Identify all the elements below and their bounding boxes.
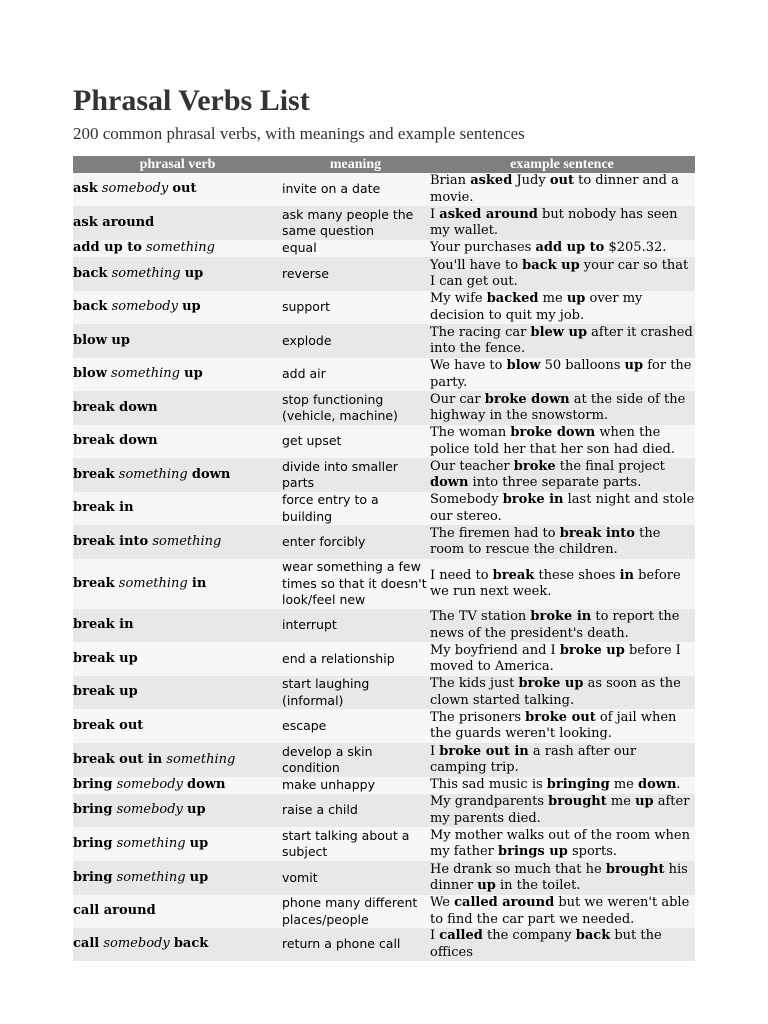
table-row bbox=[73, 777, 695, 794]
italic-text: something bbox=[111, 366, 180, 382]
table-header bbox=[73, 156, 695, 173]
bold-text: called around bbox=[454, 895, 555, 910]
meaning-cell: wear something a few times so that it doesn't look/feel new bbox=[282, 559, 429, 609]
example-sentence-cell bbox=[429, 861, 695, 895]
italic-text: somebody bbox=[103, 936, 170, 952]
italic-text: somebody bbox=[116, 777, 183, 793]
page-subtitle: 200 common phrasal verbs, with meanings and example sentences bbox=[73, 124, 525, 143]
bold-text: ask bbox=[73, 181, 98, 197]
bold-text: blow bbox=[506, 358, 541, 373]
phrasal-verb-cell bbox=[73, 642, 282, 676]
phrasal-verb-cell bbox=[73, 525, 282, 559]
phrasal-verb-cell bbox=[73, 709, 282, 743]
text-segment: You'll have to bbox=[430, 257, 523, 273]
phrasal-verb-cell bbox=[73, 861, 282, 895]
text-segment: My grandparents bbox=[430, 794, 549, 809]
example-sentence-cell bbox=[429, 709, 695, 743]
meaning-cell: end a relationship bbox=[282, 642, 429, 676]
bold-text: broke down bbox=[510, 425, 596, 440]
phrasal-verb-cell bbox=[73, 827, 282, 861]
bold-text: break out bbox=[73, 717, 144, 733]
bold-text: backed bbox=[486, 291, 539, 306]
bold-text: up bbox=[184, 366, 203, 382]
bold-text: up bbox=[189, 835, 209, 851]
meaning-cell: equal bbox=[282, 240, 429, 257]
italic-text: something bbox=[166, 751, 236, 767]
meaning-cell: start talking about a subject bbox=[282, 827, 429, 861]
bold-text: break in bbox=[73, 617, 134, 633]
phrasal-verb-cell bbox=[73, 173, 282, 206]
table-row bbox=[73, 609, 695, 642]
meaning-cell: force entry to a building bbox=[282, 492, 429, 525]
phrasal-verb-cell bbox=[73, 676, 282, 709]
phrasal-verb-cell bbox=[73, 895, 282, 928]
text-segment: This sad music is bbox=[430, 777, 547, 793]
table-header-row bbox=[73, 156, 695, 173]
bold-text: ask around bbox=[73, 214, 155, 230]
bold-text: out bbox=[172, 181, 197, 197]
bold-text: brought bbox=[605, 861, 665, 877]
bold-text: brings up bbox=[498, 844, 568, 859]
table-body bbox=[73, 173, 695, 961]
text-segment: at the side of the highway in the snowstorm. bbox=[430, 391, 686, 423]
phrasal-verb-cell bbox=[73, 425, 282, 458]
meaning-cell: divide into smaller parts bbox=[282, 458, 429, 492]
bold-text: up bbox=[182, 299, 201, 315]
phrasal-verb-cell bbox=[73, 358, 282, 391]
text-segment: My boyfriend and I bbox=[430, 642, 560, 658]
phrasal-verb-cell bbox=[73, 458, 282, 492]
meaning-cell: escape bbox=[282, 709, 429, 743]
meaning-cell: support bbox=[282, 291, 429, 324]
bold-text: call bbox=[73, 936, 100, 952]
bold-text: break up bbox=[73, 650, 138, 666]
bold-text: call around bbox=[73, 903, 156, 919]
bold-text: asked around bbox=[439, 206, 538, 222]
text-segment: The kids just bbox=[430, 676, 519, 691]
table-row bbox=[73, 709, 695, 743]
example-sentence-cell bbox=[429, 492, 695, 525]
bold-text: broke bbox=[513, 458, 556, 474]
text-segment: . bbox=[676, 777, 681, 793]
text-segment: over my decision to quit my job. bbox=[430, 291, 643, 323]
phrasal-verb-cell bbox=[73, 324, 282, 358]
meaning-cell: develop a skin condition bbox=[282, 743, 429, 777]
table-row bbox=[73, 291, 695, 324]
italic-text: something bbox=[152, 533, 222, 549]
bold-text: broke in bbox=[530, 609, 592, 624]
example-sentence-cell bbox=[429, 743, 695, 777]
bold-text: break down bbox=[73, 433, 158, 449]
text-segment: but nobody has seen my wallet. bbox=[430, 206, 678, 238]
example-sentence-cell bbox=[429, 358, 695, 391]
meaning-cell: return a phone call bbox=[282, 928, 429, 961]
meaning-cell: start laughing (informal) bbox=[282, 676, 429, 709]
bold-text: down bbox=[191, 466, 231, 482]
text-segment: I bbox=[430, 206, 440, 222]
bold-text: break into bbox=[559, 525, 635, 541]
bold-text: up bbox=[184, 265, 204, 281]
bold-text: down bbox=[638, 777, 677, 793]
text-segment: Our teacher bbox=[430, 458, 514, 474]
italic-text: somebody bbox=[111, 299, 178, 315]
phrasal-verb-cell bbox=[73, 257, 282, 291]
text-segment: into three separate parts. bbox=[468, 475, 642, 490]
text-segment: these shoes bbox=[534, 567, 620, 583]
phrasal-verb-cell bbox=[73, 291, 282, 324]
table-row bbox=[73, 559, 695, 609]
table-row bbox=[73, 895, 695, 928]
text-segment: the company bbox=[482, 928, 576, 943]
example-sentence-cell bbox=[429, 173, 695, 206]
example-sentence-cell bbox=[429, 291, 695, 324]
bold-text: brought bbox=[548, 794, 607, 809]
text-segment: Somebody bbox=[430, 492, 503, 507]
bold-text: broke down bbox=[484, 391, 570, 407]
table-row bbox=[73, 676, 695, 709]
bold-text: back bbox=[73, 265, 108, 281]
meaning-cell: enter forcibly bbox=[282, 525, 429, 559]
meaning-cell: phone many different places/people bbox=[282, 895, 429, 928]
meaning-cell: reverse bbox=[282, 257, 429, 291]
table-row bbox=[73, 794, 695, 827]
phrasal-verb-cell bbox=[73, 609, 282, 642]
example-sentence-cell bbox=[429, 458, 695, 492]
text-segment: your car so that I can get out. bbox=[430, 257, 689, 289]
bold-text: add up to bbox=[535, 240, 605, 256]
column-header-phrasal-verb: phrasal verb bbox=[73, 156, 282, 173]
table-row bbox=[73, 358, 695, 391]
table-row bbox=[73, 425, 695, 458]
italic-text: something bbox=[146, 240, 215, 256]
text-segment: me bbox=[606, 794, 636, 809]
example-sentence-cell bbox=[429, 240, 695, 257]
bold-text: broke in bbox=[502, 492, 564, 507]
bold-text: back bbox=[173, 936, 209, 952]
phrasal-verb-cell bbox=[73, 559, 282, 609]
meaning-cell: get upset bbox=[282, 425, 429, 458]
bold-text: up bbox=[566, 291, 586, 306]
text-segment: Our car bbox=[430, 391, 485, 407]
text-segment: for the party. bbox=[430, 358, 692, 390]
phrasal-verbs-table bbox=[73, 156, 695, 961]
italic-text: somebody bbox=[101, 181, 169, 197]
bold-text: up bbox=[477, 878, 496, 893]
text-segment: when the police told her that her son had died. bbox=[430, 425, 675, 457]
text-segment: My wife bbox=[430, 291, 487, 306]
italic-text: something bbox=[118, 575, 188, 591]
page-title: Phrasal Verbs List bbox=[73, 84, 310, 117]
bold-text: in bbox=[191, 575, 207, 591]
text-segment: as soon as the clown started talking. bbox=[430, 676, 681, 708]
example-sentence-cell bbox=[429, 525, 695, 559]
bold-text: asked bbox=[470, 173, 513, 188]
bold-text: break bbox=[73, 575, 115, 591]
meaning-cell: add air bbox=[282, 358, 429, 391]
bold-text: in bbox=[619, 567, 634, 583]
text-segment: last night and stole our stereo. bbox=[430, 492, 695, 524]
bold-text: down bbox=[430, 475, 469, 490]
meaning-cell: interrupt bbox=[282, 609, 429, 642]
text-segment: We have to bbox=[430, 358, 507, 373]
bold-text: bring bbox=[73, 835, 113, 851]
phrasal-verb-cell bbox=[73, 928, 282, 961]
example-sentence-cell bbox=[429, 895, 695, 928]
bold-text: broke out in bbox=[439, 743, 529, 759]
table-row bbox=[73, 492, 695, 525]
bold-text: called bbox=[439, 928, 483, 943]
text-segment: I bbox=[430, 928, 440, 943]
text-segment: I need to bbox=[430, 567, 493, 583]
meaning-cell: vomit bbox=[282, 861, 429, 895]
table-row bbox=[73, 743, 695, 777]
table-row bbox=[73, 861, 695, 895]
bold-text: up bbox=[189, 869, 209, 885]
example-sentence-cell bbox=[429, 391, 695, 425]
bold-text: break bbox=[73, 466, 115, 482]
italic-text: something bbox=[116, 835, 186, 851]
table-row bbox=[73, 206, 695, 240]
bold-text: down bbox=[187, 777, 226, 793]
example-sentence-cell bbox=[429, 777, 695, 794]
example-sentence-cell bbox=[429, 257, 695, 291]
bold-text: back bbox=[575, 928, 611, 943]
italic-text: something bbox=[116, 869, 186, 885]
italic-text: somebody bbox=[116, 802, 183, 818]
example-sentence-cell bbox=[429, 642, 695, 676]
italic-text: something bbox=[118, 466, 188, 482]
example-sentence-cell bbox=[429, 206, 695, 240]
phrasal-verb-cell bbox=[73, 743, 282, 777]
text-segment: The TV station bbox=[430, 609, 531, 624]
text-segment: $205.32. bbox=[604, 240, 667, 256]
text-segment: a rash after our camping trip. bbox=[430, 743, 637, 775]
text-segment: Brian bbox=[430, 173, 471, 188]
phrasal-verb-cell bbox=[73, 794, 282, 827]
column-header-meaning: meaning bbox=[282, 156, 429, 173]
bold-text: broke out bbox=[525, 709, 596, 725]
text-segment: We bbox=[430, 895, 455, 910]
example-sentence-cell bbox=[429, 609, 695, 642]
bold-text: add up to bbox=[73, 240, 142, 256]
phrasal-verb-cell bbox=[73, 240, 282, 257]
text-segment: He drank so much that he bbox=[430, 861, 606, 877]
bold-text: break into bbox=[73, 533, 149, 549]
text-segment: after my parents died. bbox=[430, 794, 690, 826]
document-page bbox=[73, 84, 695, 961]
bold-text: back up bbox=[522, 257, 580, 273]
bold-text: break bbox=[492, 567, 535, 583]
text-segment: The woman bbox=[430, 425, 511, 440]
bold-text: break in bbox=[73, 500, 134, 516]
text-segment: after it crashed into the fence. bbox=[430, 324, 693, 356]
table-row bbox=[73, 173, 695, 206]
table-row bbox=[73, 458, 695, 492]
text-segment: The firemen had to bbox=[430, 525, 560, 541]
bold-text: back bbox=[73, 299, 108, 315]
text-segment: sports. bbox=[567, 844, 618, 859]
phrasal-verb-cell bbox=[73, 492, 282, 525]
example-sentence-cell bbox=[429, 559, 695, 609]
text-segment: Judy bbox=[512, 173, 550, 188]
phrasal-verb-cell bbox=[73, 777, 282, 794]
bold-text: blew up bbox=[530, 324, 588, 340]
phrasal-verb-cell bbox=[73, 206, 282, 240]
meaning-cell: make unhappy bbox=[282, 777, 429, 794]
bold-text: bring bbox=[73, 802, 113, 818]
text-segment: but the offices bbox=[430, 928, 662, 960]
table-row bbox=[73, 525, 695, 559]
table-row bbox=[73, 240, 695, 257]
meaning-cell: raise a child bbox=[282, 794, 429, 827]
bold-text: break down bbox=[73, 399, 158, 415]
text-segment: his dinner bbox=[430, 861, 688, 893]
example-sentence-cell bbox=[429, 827, 695, 861]
text-segment: 50 balloons bbox=[540, 358, 625, 373]
meaning-cell: invite on a date bbox=[282, 173, 429, 206]
bold-text: break up bbox=[73, 684, 138, 700]
example-sentence-cell bbox=[429, 794, 695, 827]
bold-text: blow up bbox=[73, 332, 130, 348]
text-segment: Your purchases bbox=[430, 240, 536, 256]
table-row bbox=[73, 928, 695, 961]
text-segment: before I moved to America. bbox=[430, 642, 681, 674]
bold-text: out bbox=[549, 173, 574, 188]
text-segment: The racing car bbox=[430, 324, 531, 340]
text-segment: the room to rescue the children. bbox=[430, 525, 661, 557]
bold-text: up bbox=[624, 358, 644, 373]
text-segment: I bbox=[430, 743, 440, 759]
meaning-cell: explode bbox=[282, 324, 429, 358]
table-row bbox=[73, 324, 695, 358]
meaning-cell: ask many people the same question bbox=[282, 206, 429, 240]
bold-text: bring bbox=[73, 777, 113, 793]
meaning-cell: stop functioning (vehicle, machine) bbox=[282, 391, 429, 425]
example-sentence-cell bbox=[429, 928, 695, 961]
phrasal-verb-cell bbox=[73, 391, 282, 425]
bold-text: up bbox=[635, 794, 654, 809]
text-segment: to report the news of the president's death. bbox=[430, 609, 680, 641]
text-segment: in the toilet. bbox=[495, 878, 581, 893]
bold-text: broke up bbox=[518, 676, 584, 691]
bold-text: blow bbox=[73, 366, 107, 382]
text-segment: of jail when the guards weren't looking. bbox=[430, 709, 677, 741]
bold-text: up bbox=[187, 802, 206, 818]
text-segment: me bbox=[609, 777, 638, 793]
text-segment: to dinner and a movie. bbox=[430, 173, 679, 205]
text-segment: The prisoners bbox=[430, 709, 526, 725]
text-segment: the final project bbox=[555, 458, 665, 474]
text-segment: but we weren't able to find the car part we needed. bbox=[430, 895, 690, 927]
example-sentence-cell bbox=[429, 676, 695, 709]
italic-text: something bbox=[111, 265, 181, 281]
table-row bbox=[73, 642, 695, 676]
bold-text: break out in bbox=[73, 751, 163, 767]
bold-text: bringing bbox=[546, 777, 610, 793]
example-sentence-cell bbox=[429, 425, 695, 458]
bold-text: bring bbox=[73, 869, 113, 885]
text-segment: before we run next week. bbox=[430, 567, 681, 599]
bold-text: broke up bbox=[559, 642, 625, 658]
text-segment: My mother walks out of the room when my father bbox=[430, 827, 690, 859]
column-header-example-sentence: example sentence bbox=[429, 156, 695, 173]
example-sentence-cell bbox=[429, 324, 695, 358]
table-row bbox=[73, 391, 695, 425]
table-row bbox=[73, 827, 695, 861]
text-segment: me bbox=[538, 291, 567, 306]
table-row bbox=[73, 257, 695, 291]
